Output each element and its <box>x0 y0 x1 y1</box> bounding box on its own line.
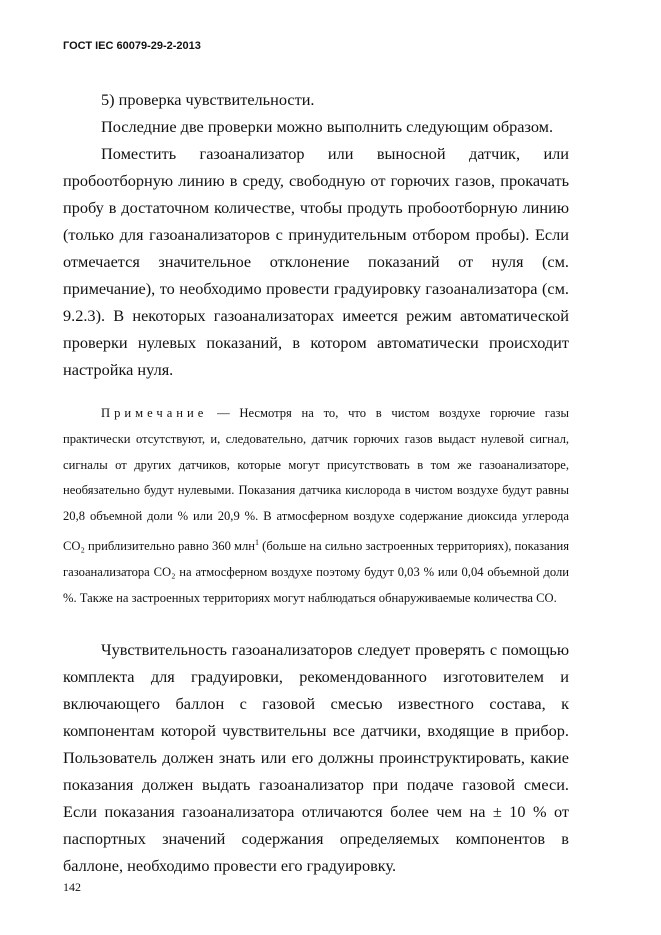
paragraph-zero-check: Поместить газоанализатор или выносной датчик, или пробоотборную линию в среду, свободную от горючих газов, прокачать пробу в достаточном количестве, чтобы продуть пробоотборную линию (только для газоанализаторов с принудительным отбором пробы). Если отмечается значительное отклонение показаний от нуля (см. примечание), то необходимо провести градуировку газоанализатора (см. 9.2.3). В некоторых газоанализаторах имеется режим автоматической проверки нулевых показаний, в котором автоматически происходит настройка нуля. <box>63 144 569 379</box>
paragraph-sensitivity: Чувствительность газоанализаторов следует проверять с помощью комплекта для градуировки, рекомендованного изготовителем и включающего баллон с газовой смесью известного состава, к компонентам которой чувствительны все датчики, входящие в прибор. Пользователь должен знать или его должны проинструктировать, какие показания должен выдать газоанализатор при подаче газовой смеси. Если показания газоанализатора отличаются более чем на ± 10 % от паспортных значений содержания определяемых компонентов в баллоне, необходимо провести его градуировку. <box>63 639 569 875</box>
note-block <box>63 401 569 612</box>
page-number: 142 <box>63 880 81 894</box>
paragraph-list-item: 5) проверка чувствительности. <box>101 90 315 109</box>
note-label: Примечание <box>101 406 208 420</box>
note-superscript: 1 <box>255 537 260 547</box>
document-header: ГОСТ IEC 60079-29-2-2013 <box>63 40 201 52</box>
note-text: — Несмотря на то, что в чистом воздухе горючие газы практически отсутствуют, и, следовательно, датчик горючих газов выдаст нулевой сигнал, сигналы от других датчиков, которые могут присутствовать в том же газоанализаторе, необязательно будут нулевыми. Показания датчика кислорода в чистом воздухе будут равны 20,8 объемной доли % или 20,9 %. В атмосферном воздухе содержание диоксида углерода CO₂ приблизительно равно 360 млн <box>63 406 569 554</box>
paragraph-intro: Последние две проверки можно выполнить следующим образом. <box>101 117 554 136</box>
note-text-continued: (больше на сильно застроенных территориях), показания газоанализатора CO₂ на атмосферном воздухе поэтому будут 0,03 % или 0,04 объемной доли %. Также на застроенных территориях могут наблюдаться обнаруживаемые количества CO. <box>63 539 570 605</box>
page-body <box>63 86 569 879</box>
